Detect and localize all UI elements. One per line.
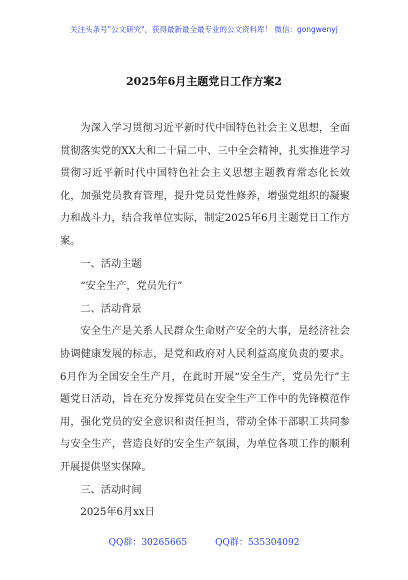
section-3-body: 2025年6月xx日 [80,507,155,519]
footer-contact [0,535,408,548]
footer-qq-group-1: QQ群：30265665 [108,538,188,548]
document-body [60,118,350,525]
section-1-heading: 一、活动主题 [80,258,142,270]
header-promo-note: 关注头条号"公文研究"，获得最新最全最专业的公文资料库！ 微信：gongwenyj [70,25,338,34]
footer-qq-group-2: QQ群：535304092 [215,538,300,548]
section-3-heading: 三、活动时间 [80,484,142,496]
section-2-heading: 二、活动背景 [80,303,142,315]
section-2-body: 安全生产是关系人民群众生命财产安全的大事，是经济社会协调健康发展的标志，是党和政府对人民利益高度负责的要求。6月作为全国安全生产月，在此时开展“安全生产，党员先行”主题党日活动，旨在充分发挥党员在安全生产工作中的先锋模范作用，强化党员的安全意识和责任担当，带动全体干部职工共同参与安全生产，营造良好的安全生产氛围，为单位各项工作的顺利开展提供坚实保障。 [60,326,350,473]
document-title: 2025年6月主题党日工作方案2 [126,75,282,88]
intro-paragraph: 为深入学习贯彻习近平新时代中国特色社会主义思想，全面贯彻落实党的XX大和二十届二中、三中全会精神，扎实推进学习贯彻习近平新时代中国特色社会主义思想主题教育常态化长效化，加强党员教育管理，提升党员党性修养，增强党组织的凝聚力和战斗力，结合我单位实际，制定2025年6月主题党日工作方案。 [60,123,350,247]
section-1-body: “安全生产，党员先行” [80,281,183,293]
